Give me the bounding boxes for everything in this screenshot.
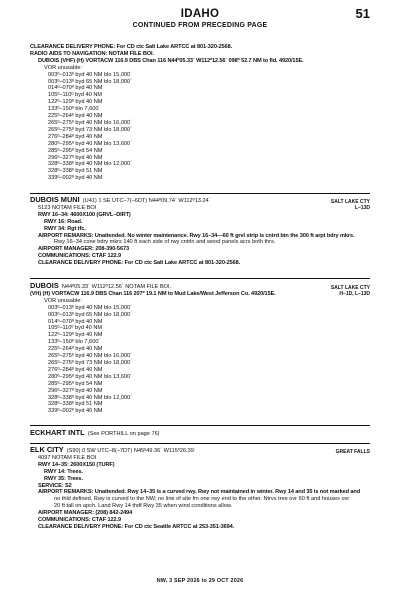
clearance-delivery-line: CLEARANCE DELIVERY PHONE: For CD ctc Salt Lake ARTCC at 801-320-2568. [30,44,233,50]
runway-line: RWY 14–35: 2600X150 (TURF) [38,461,115,468]
top-block [30,44,304,182]
chart-reference [336,449,370,455]
vor-unusable-label: VOR unusable: [44,297,82,304]
elevation-line: 4097 NOTAM FILE BOI [38,454,97,461]
vor-unusable-item: 003º–013º byd 65 NM blo 18,000´ [48,311,133,318]
runway-34-line: RWY 34: Rgt tfc. [44,225,86,232]
vor-unusable-item: 265º–275º byd 73 NM blo 18,000´ [48,359,133,366]
section-divider [30,278,370,279]
vor-unusable-item: 265º–275º byd 73 NM blo 18,000´ [48,126,133,133]
page-number: 51 [355,6,370,21]
airport-manager-line: AIRPORT MANAGER: (208) 842-2494 [38,510,133,517]
vor-unusable-item: 328º–338º byd 51 NM [48,401,103,408]
chart-reference [331,199,370,211]
vor-unusable-item: 003º–013º byd 40 NM blo 15,000´ [48,71,133,78]
vor-unusable-item: 122º–129º byd 40 NM [48,99,103,106]
airport-manager-line: AIRPORT MANAGER: 208-390-5673 [38,246,129,253]
airport-name: ELK CITY [30,445,64,454]
vor-unusable-item: 265º–275º byd 40 NM blo 16,000´ [48,353,133,360]
radio-aids-line: RADIO AIDS TO NAVIGATION: NOTAM FILE BOI. [30,50,154,57]
vor-unusable-item: 133º–150º blo 7,600´ [48,106,101,113]
navaid-line: (VH) (H) VORTACW 116.9 DBS Chan 116 207º 19.1 NM to Mud Lake/West Jefferson Co. 4920/15E. [30,290,276,297]
vor-unusable-item: 296º–327º byd 40 NM [48,387,103,394]
cross-reference-link[interactable]: (See PORTHILL on page 76) [87,431,160,437]
chart-code: L–13D [354,205,370,211]
section-divider [30,443,370,444]
vor-unusable-item: 133º–150º blo 7,600´ [48,339,101,346]
vor-unusable-item: 276º–284º byd 40 NM [48,133,103,140]
vor-unusable-item: 285º–295º byd 54 NM [48,147,103,154]
airport-remarks-line: AIRPORT REMARKS: Unattended. Rwy 14–35 is a curved rwy. Rwy not maintained in winter. Rwy 14 and 35 is not marked and [38,489,361,496]
vor-unusable-label: VOR unusable: [44,64,82,71]
navaid-line: DUBOIS (VHF) (H) VORTACW 116.9 DBS Chan 116 N44º05.33´ W112º12.56´ 098º 52.7 NM to fld. 4920/15E. [38,57,304,64]
vor-unusable-item: 285º–295º byd 54 NM [48,380,103,387]
airport-ident-line: (S90) 0 SW UTC–8(–7DT) N45º49.36´ W115º26.39´ [66,448,196,454]
state-title: IDAHO [180,8,220,20]
vor-unusable-item: 265º–275º byd 40 NM blo 16,000´ [48,119,133,126]
vor-unusable-item: 225º–264º byd 40 NM [48,346,103,353]
vor-unusable-item: 122º–129º byd 40 NM [48,332,103,339]
vor-unusable-item: 280º–295º byd 40 NM blo 13,600´ [48,140,133,147]
airport-name: DUBOIS MUNI [30,195,80,204]
vor-unusable-item: 225º–264º byd 40 NM [48,113,103,120]
vor-unusable-list [30,305,276,416]
vor-unusable-item: 339º–002º byd 40 NM [48,408,103,415]
chart-code: H–1D, L–13D [339,291,370,297]
continued-header: CONTINUED FROM PRECEDING PAGE [132,22,268,29]
airport-remarks-continued: Rwy 16–34 cone bdry mkrs 140 ft each side of rwy cntrln and wood panels acrs both thrs. [54,239,276,246]
vor-unusable-item: 003º–013º byd 40 NM blo 15,000´ [48,304,133,311]
eckhart-entry [30,430,160,438]
vor-unusable-item: 339º–002º byd 40 NM [48,175,103,182]
service-line: SERVICE: S2 [38,482,72,489]
runway-35-line: RWY 35: Trees. [44,475,83,482]
airport-remarks-line: AIRPORT REMARKS: Unattended. No winter maintenance. Rwy 16–34—60 ft grvl strip is cntrd btn the 300 ft arpt bdry mkrs. [38,232,355,239]
effective-dates-footer: NW, 3 SEP 2026 to 29 OCT 2026 [156,578,244,584]
vor-unusable-item: 014º–070º byd 40 NM [48,85,103,92]
vor-unusable-item: 296º–327º byd 40 NM [48,154,103,161]
airport-name: ECKHART INTL [30,428,85,437]
communications-line: COMMUNICATIONS: CTAF 122.9 [38,253,121,260]
clearance-delivery-line: CLEARANCE DELIVERY PHONE: For CD ctc Seattle ARTCC at 253-351-3694. [38,523,235,530]
vor-unusable-item: 276º–284º byd 40 NM [48,366,103,373]
chart-reference [331,285,370,297]
vor-unusable-item: 003º–013º byd 65 NM blo 18,000´ [48,78,133,85]
airport-remarks-continued: 20 ft tall on apch. Land Rwy 14 thdf Rwy 35 when wind conditions allow. [54,503,233,510]
airport-ident-line: (U41) 1 SE UTC–7(–6DT) N44º09.74´ W112º13.24´ [82,198,211,204]
vor-unusable-item: 328º–338º byd 40 NM blo 12,000´ [48,161,133,168]
dubois-navaid-entry [30,283,276,415]
clearance-delivery-line: CLEARANCE DELIVERY PHONE: For CD ctc Salt Lake ARTCC at 801-320-2568. [38,260,241,267]
dubois-muni-entry [30,197,354,267]
chart-name: SALT LAKE CTY [330,199,370,205]
section-divider [30,425,370,426]
runway-16-line: RWY 16: Road. [44,218,83,225]
chart-name: SALT LAKE CTY [330,285,370,291]
navaid-name: DUBOIS [30,281,59,290]
elk-city-entry [30,447,360,531]
section-divider [30,193,370,194]
airport-remarks-continued: no thld defined. Rwy is curved to the NW; no line of site fm one rwy end to the other. Ntrvs tree ovr 60 ft and houses ovr [54,496,350,503]
communications-line: COMMUNICATIONS: CTAF 122.9 [38,517,121,524]
vor-unusable-item: 328º–338º byd 40 NM blo 12,000´ [48,394,133,401]
runway-14-line: RWY 14: Trees. [44,468,83,475]
vor-unusable-item: 105º–110º byd 40 NM [48,325,103,332]
vor-unusable-item: 328º–338º byd 51 NM [48,168,103,175]
vor-unusable-item: 014º–070º byd 40 NM [48,318,103,325]
navaid-head-line: N44º05.33´ W112º12.56´ NOTAM FILE BOI. [61,284,172,290]
vor-unusable-item: 280º–295º byd 40 NM blo 13,600´ [48,373,133,380]
chart-name: GREAT FALLS [335,449,370,455]
runway-line: RWY 16–34: 4600X100 (GRVL–DIRT) [38,211,131,218]
vor-unusable-list [30,72,304,183]
vor-unusable-item: 105º–110º byd 40 NM [48,92,103,99]
elevation-line: 5123 NOTAM FILE BOI [38,204,97,211]
